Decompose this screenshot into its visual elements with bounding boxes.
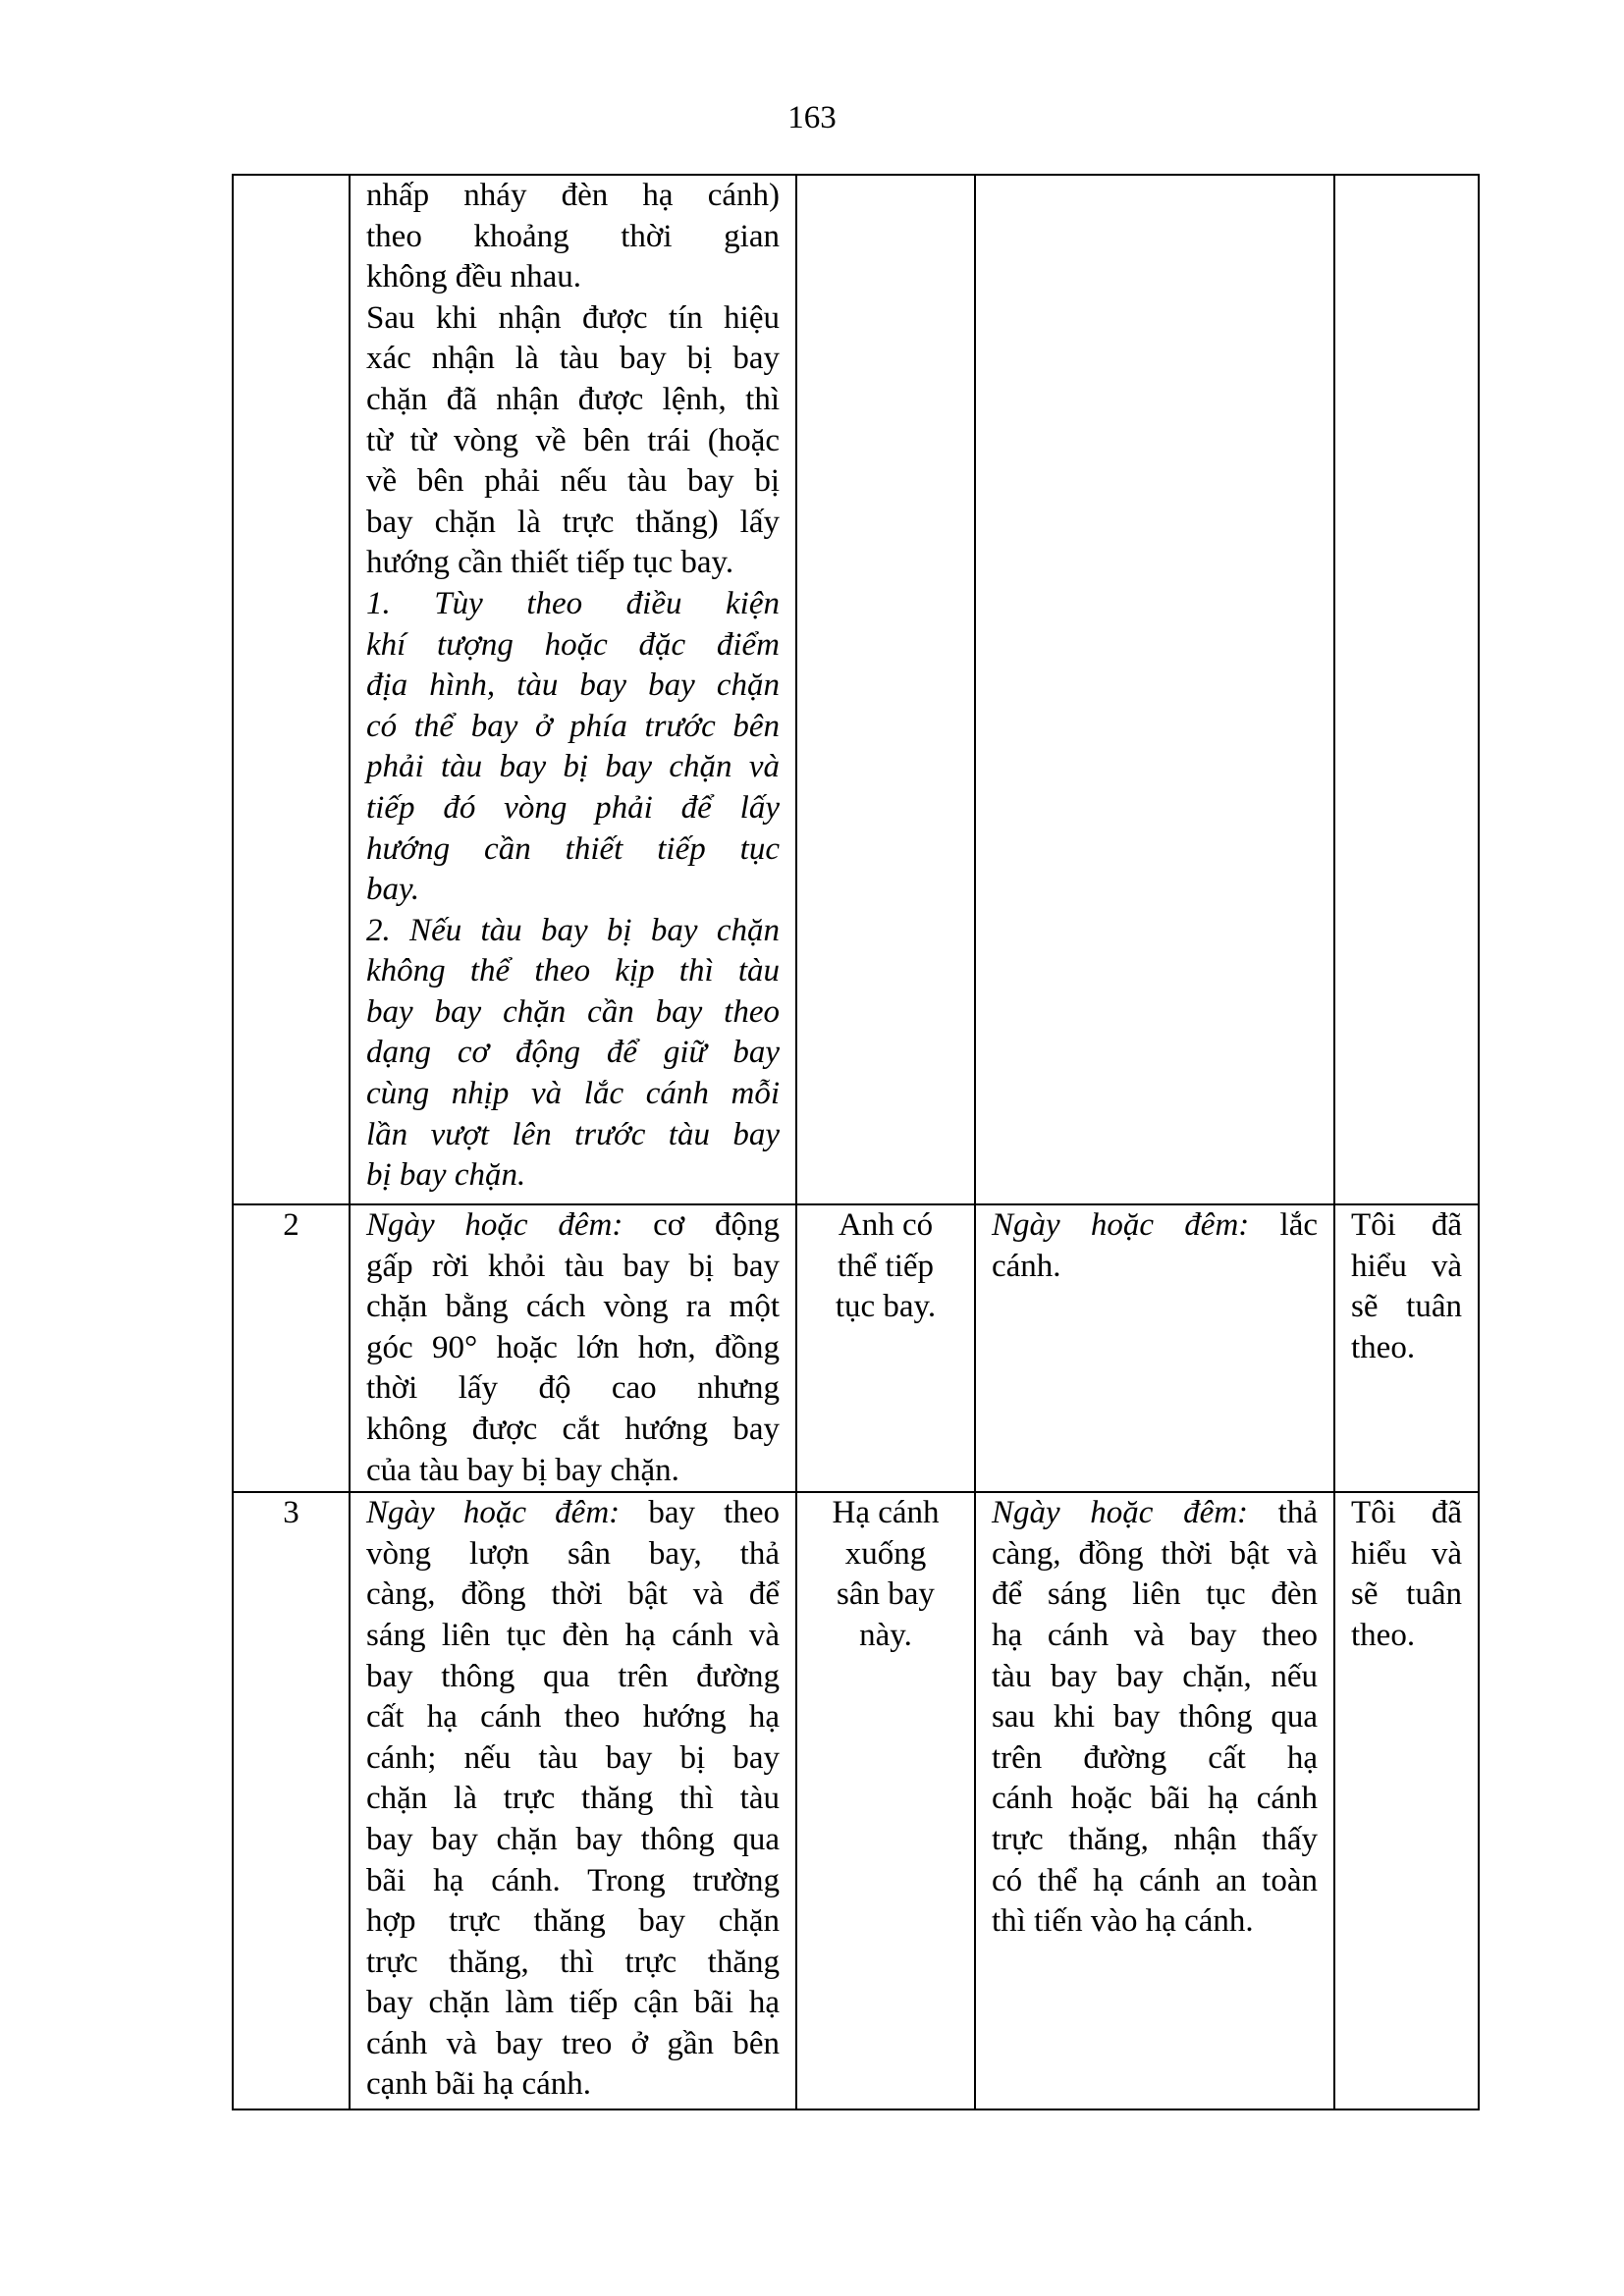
text-line: Tôi đã (1351, 1495, 1462, 1531)
intercepted-aircraft-response-cell (975, 1204, 1334, 1492)
text-line: bay chặn làm tiếp cận bãi hạ (366, 1985, 780, 2021)
text-line: hướng cần thiết tiếp tục (366, 830, 780, 867)
text: thả (1248, 1495, 1318, 1531)
text-line: thời lấy độ cao nhưng (366, 1370, 780, 1407)
text-line: sân bay (837, 1576, 935, 1613)
text-line: hiểu và (1351, 1248, 1462, 1284)
text-line: 1. Tùy theo điều kiện (366, 585, 780, 621)
table-row (233, 175, 1479, 1204)
text-line: hướng cần thiết tiếp tục bay. (366, 545, 734, 581)
text-line: Anh có (838, 1207, 934, 1243)
text-line: theo khoảng thời gian (366, 218, 780, 254)
text-line: từ từ vòng về bên trái (hoặc (366, 422, 780, 458)
text: bay theo (620, 1495, 780, 1531)
cell-text (1351, 1493, 1462, 1656)
text-line: càng, đồng thời bật và để (366, 1576, 780, 1613)
text-line: trực thăng, nhận thấy (992, 1821, 1318, 1857)
intercepting-aircraft-action-cell (350, 1204, 796, 1492)
row-number: 3 (283, 1495, 299, 1531)
text-line: bay. (366, 872, 420, 908)
meaning-cell (796, 1204, 975, 1492)
text-line: để sáng liên tục đèn (992, 1576, 1318, 1613)
text-line: về bên phải nếu tàu bay bị (366, 463, 780, 500)
row-number-cell (233, 1492, 350, 2109)
italic-text: Ngày hoặc đêm: (366, 1495, 621, 1531)
reply-meaning-cell (1334, 175, 1479, 1204)
text-line: bay chặn là trực thăng) lấy (366, 504, 780, 540)
text-line: bãi hạ cánh. Trong trường (366, 1862, 780, 1898)
italic-text: Ngày hoặc đêm: (992, 1495, 1249, 1531)
text-line: lần vượt lên trước tàu bay (366, 1116, 780, 1152)
text-line: cánh và bay treo ở gần bên (366, 2025, 780, 2061)
intercepting-aircraft-action-cell (350, 1492, 796, 2109)
text-line: khí tượng hoặc đặc điểm (366, 626, 780, 663)
table-row (233, 1492, 1479, 2109)
text-line: trực thăng, thì trực thăng (366, 1944, 780, 1980)
text-line: cánh. (992, 1248, 1061, 1284)
text-line: bay bay chặn bay thông qua (366, 1821, 780, 1857)
intercepted-aircraft-response-cell (975, 175, 1334, 1204)
text-line: xuống (844, 1535, 927, 1572)
cell-text (813, 1205, 958, 1328)
text-line: chặn đã nhận được lệnh, thì (366, 381, 780, 417)
text-line: hạ cánh và bay theo (992, 1617, 1318, 1653)
text-line: càng, đồng thời bật và (992, 1535, 1318, 1572)
reply-meaning-cell (1334, 1492, 1479, 2109)
text-line: không đều nhau. (366, 259, 582, 295)
text-line: phải tàu bay bị bay chặn và (366, 749, 780, 785)
text-line: chặn là trực thăng thì tàu (366, 1781, 780, 1817)
text-line: trên đường cất hạ (992, 1739, 1318, 1776)
cell-text (1351, 1205, 1462, 1368)
text-line: không được cắt hướng bay (366, 1411, 780, 1447)
text-line: cạnh bãi hạ cánh. (366, 2066, 592, 2103)
italic-text: Ngày hoặc đêm: (366, 1207, 623, 1243)
text-line: gấp rời khỏi tàu bay bị bay (366, 1248, 780, 1284)
text-line: bay thông qua trên đường (366, 1658, 780, 1694)
text-line: có thể hạ cánh an toàn (992, 1862, 1318, 1898)
cell-text (366, 1205, 780, 1491)
text-line: tàu bay bay chặn, nếu (992, 1658, 1318, 1694)
text-line: tiếp đó vòng phải để lấy (366, 789, 780, 826)
text-line: có thể bay ở phía trước bên (366, 708, 780, 744)
italic-text: Ngày hoặc đêm: (992, 1207, 1250, 1243)
text-line: sau khi bay thông qua (992, 1699, 1318, 1735)
text-line: theo. (1351, 1617, 1416, 1653)
text-line: địa hình, tàu bay bay chặn (366, 667, 780, 704)
signal-table (232, 174, 1480, 2110)
intercepting-aircraft-action-cell (350, 175, 796, 1204)
text-line: bay bay chặn cần bay theo (366, 993, 780, 1030)
cell-text (813, 1493, 958, 1656)
cell-text (992, 1205, 1318, 1287)
text-line: chặn bằng cách vòng ra một (366, 1289, 780, 1325)
row-number: 2 (283, 1207, 299, 1243)
text-line: của tàu bay bị bay chặn. (366, 1452, 679, 1488)
text-line: bị bay chặn. (366, 1157, 526, 1194)
reply-meaning-cell (1334, 1204, 1479, 1492)
text-line (366, 1493, 780, 1534)
text-line: sẽ tuân (1351, 1576, 1462, 1613)
text-line: sáng liên tục đèn hạ cánh và (366, 1617, 780, 1653)
text-line: cánh; nếu tàu bay bị bay (366, 1739, 780, 1776)
text: cơ động (623, 1207, 780, 1243)
text-line (366, 1205, 780, 1247)
text-line: hợp trực thăng bay chặn (366, 1903, 780, 1940)
text-line: cất hạ cánh theo hướng hạ (366, 1699, 780, 1735)
cell-text (366, 1493, 780, 2106)
text-line: theo. (1351, 1329, 1416, 1365)
text-line: sẽ tuân (1351, 1289, 1462, 1325)
text-line: dạng cơ động để giữ bay (366, 1035, 780, 1071)
text-line: tục bay. (835, 1289, 937, 1325)
table-row (233, 1204, 1479, 1492)
text-line: thì tiến vào hạ cánh. (992, 1903, 1254, 1940)
text-line: xác nhận là tàu bay bị bay (366, 341, 780, 377)
text-line: góc 90° hoặc lớn hơn, đồng (366, 1329, 780, 1365)
text-line: thể tiếp (837, 1248, 935, 1284)
text-line: cùng nhịp và lắc cánh mỗi (366, 1076, 780, 1112)
text-line (992, 1205, 1318, 1247)
cell-text (992, 1493, 1318, 1943)
text-line: hiểu và (1351, 1535, 1462, 1572)
text-line: 2. Nếu tàu bay bị bay chặn (366, 912, 780, 948)
text-line: này. (859, 1617, 912, 1653)
meaning-cell (796, 175, 975, 1204)
text-line: cánh hoặc bãi hạ cánh (992, 1781, 1318, 1817)
text: lắc (1249, 1207, 1318, 1243)
row-number-cell (233, 175, 350, 1204)
page-number: 163 (787, 100, 837, 135)
text-line: nhấp nháy đèn hạ cánh) (366, 178, 780, 213)
text-line: Tôi đã (1351, 1207, 1462, 1243)
cell-text (366, 176, 780, 1197)
text-line: Sau khi nhận được tín hiệu (366, 299, 780, 336)
text-line (992, 1493, 1318, 1534)
text-line: vòng lượn sân bay, thả (366, 1535, 780, 1572)
intercepted-aircraft-response-cell (975, 1492, 1334, 2109)
row-number-cell (233, 1204, 350, 1492)
meaning-cell (796, 1492, 975, 2109)
text-line: Hạ cánh (832, 1495, 940, 1531)
text-line: không thể theo kịp thì tàu (366, 953, 780, 989)
